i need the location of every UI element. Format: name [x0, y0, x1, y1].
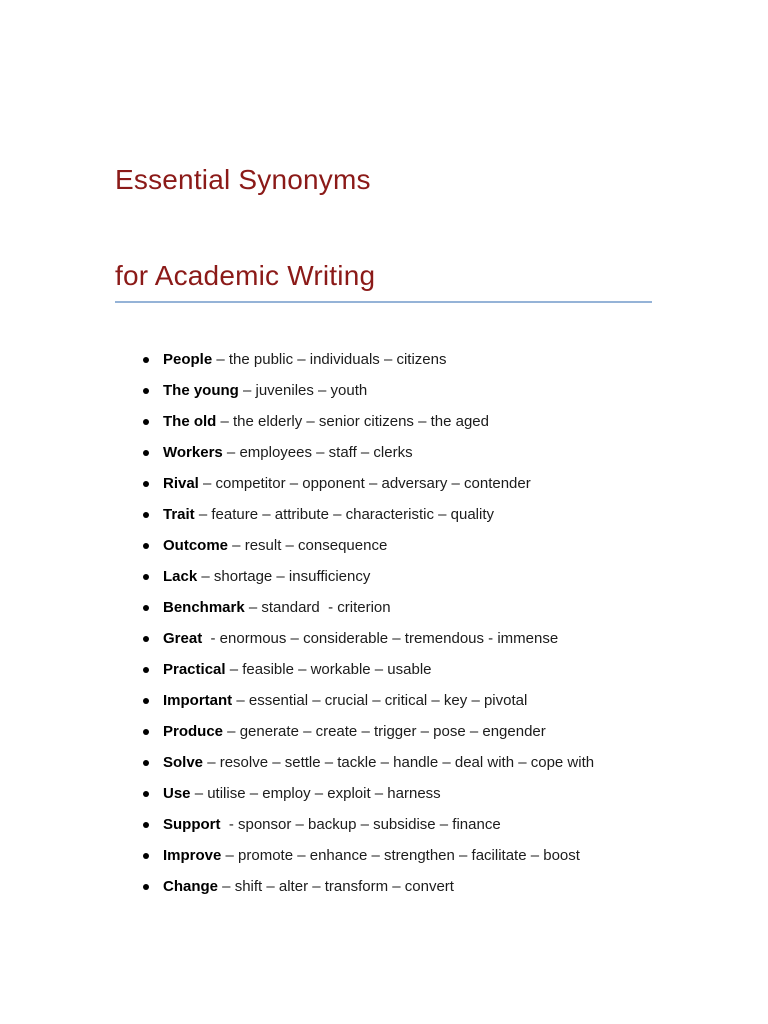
list-item-synonyms: – juveniles – youth	[238, 382, 368, 399]
list-item	[143, 561, 703, 592]
bullet-icon	[143, 450, 149, 456]
list-item	[143, 809, 703, 840]
list-item-synonyms: – shift – alter – transform – convert	[218, 878, 454, 895]
bullet-icon	[143, 884, 149, 890]
document-title-line2: for Academic Writing	[115, 260, 652, 303]
list-item-synonyms: – employees – staff – clerks	[222, 444, 413, 461]
list-item	[143, 406, 703, 437]
list-item-term: Benchmark	[163, 599, 245, 616]
list-item-synonyms: – feasible – workable – usable	[225, 661, 432, 678]
list-item	[143, 592, 703, 623]
list-item-term: Use	[163, 785, 191, 802]
bullet-icon	[143, 791, 149, 797]
bullet-icon	[143, 760, 149, 766]
list-item-term: Outcome	[163, 537, 229, 554]
list-item	[143, 344, 703, 375]
list-item-synonyms: – competitor – opponent – adversary – contender	[198, 475, 531, 492]
bullet-icon	[143, 357, 149, 363]
bullet-icon	[143, 574, 149, 580]
list-item	[143, 685, 703, 716]
bullet-icon	[143, 543, 149, 549]
list-item-term: Rival	[163, 475, 199, 492]
list-item-synonyms: – essential – crucial – critical – key – pivotal	[232, 692, 528, 709]
bullet-icon	[143, 822, 149, 828]
list-item-term: Great	[163, 630, 203, 647]
list-item-term: Produce	[163, 723, 224, 740]
list-item-synonyms: - sponsor – backup – subsidise – finance	[220, 816, 501, 833]
list-item-term: Trait	[163, 506, 195, 523]
list-item-synonyms: – shortage – insufficiency	[197, 568, 371, 585]
list-item	[143, 654, 703, 685]
list-item-synonyms: – feature – attribute – characteristic – quality	[194, 506, 495, 523]
bullet-icon	[143, 729, 149, 735]
list-item	[143, 716, 703, 747]
list-item-term: The old	[163, 413, 217, 430]
list-item-term: Support	[163, 816, 221, 833]
synonym-list	[143, 344, 703, 902]
list-item-synonyms: – utilise – employ – exploit – harness	[190, 785, 441, 802]
bullet-icon	[143, 512, 149, 518]
list-item-synonyms: – promote – enhance – strengthen – facilitate – boost	[221, 847, 580, 864]
list-item-term: People	[163, 351, 213, 368]
list-item-synonyms: – the elderly – senior citizens – the aged	[216, 413, 489, 430]
list-item	[143, 499, 703, 530]
bullet-icon	[143, 388, 149, 394]
document-title-line1: Essential Synonyms	[115, 164, 371, 195]
list-item-term: The young	[163, 382, 239, 399]
bullet-icon	[143, 853, 149, 859]
list-item	[143, 437, 703, 468]
list-item	[143, 623, 703, 654]
list-item	[143, 530, 703, 561]
bullet-icon	[143, 481, 149, 487]
list-item-synonyms: – generate – create – trigger – pose – engender	[223, 723, 546, 740]
list-item-term: Solve	[163, 754, 204, 771]
list-item-term: Change	[163, 878, 219, 895]
list-item-term: Improve	[163, 847, 222, 864]
list-item-synonyms: – resolve – settle – tackle – handle – deal with – cope with	[203, 754, 595, 771]
list-item-synonyms: – result – consequence	[228, 537, 388, 554]
list-item-term: Workers	[163, 444, 223, 461]
list-item-term: Lack	[163, 568, 198, 585]
list-item	[143, 778, 703, 809]
list-item	[143, 747, 703, 778]
list-item	[143, 375, 703, 406]
list-item-synonyms: – standard - criterion	[244, 599, 391, 616]
list-item	[143, 840, 703, 871]
list-item	[143, 871, 703, 902]
bullet-icon	[143, 698, 149, 704]
list-item-synonyms: - enormous – considerable – tremendous - immense	[202, 630, 559, 647]
bullet-icon	[143, 667, 149, 673]
list-item-term: Practical	[163, 661, 226, 678]
bullet-icon	[143, 636, 149, 642]
bullet-icon	[143, 605, 149, 611]
list-item-synonyms: – the public – individuals – citizens	[212, 351, 447, 368]
list-item	[143, 468, 703, 499]
list-item-term: Important	[163, 692, 233, 709]
bullet-icon	[143, 419, 149, 425]
